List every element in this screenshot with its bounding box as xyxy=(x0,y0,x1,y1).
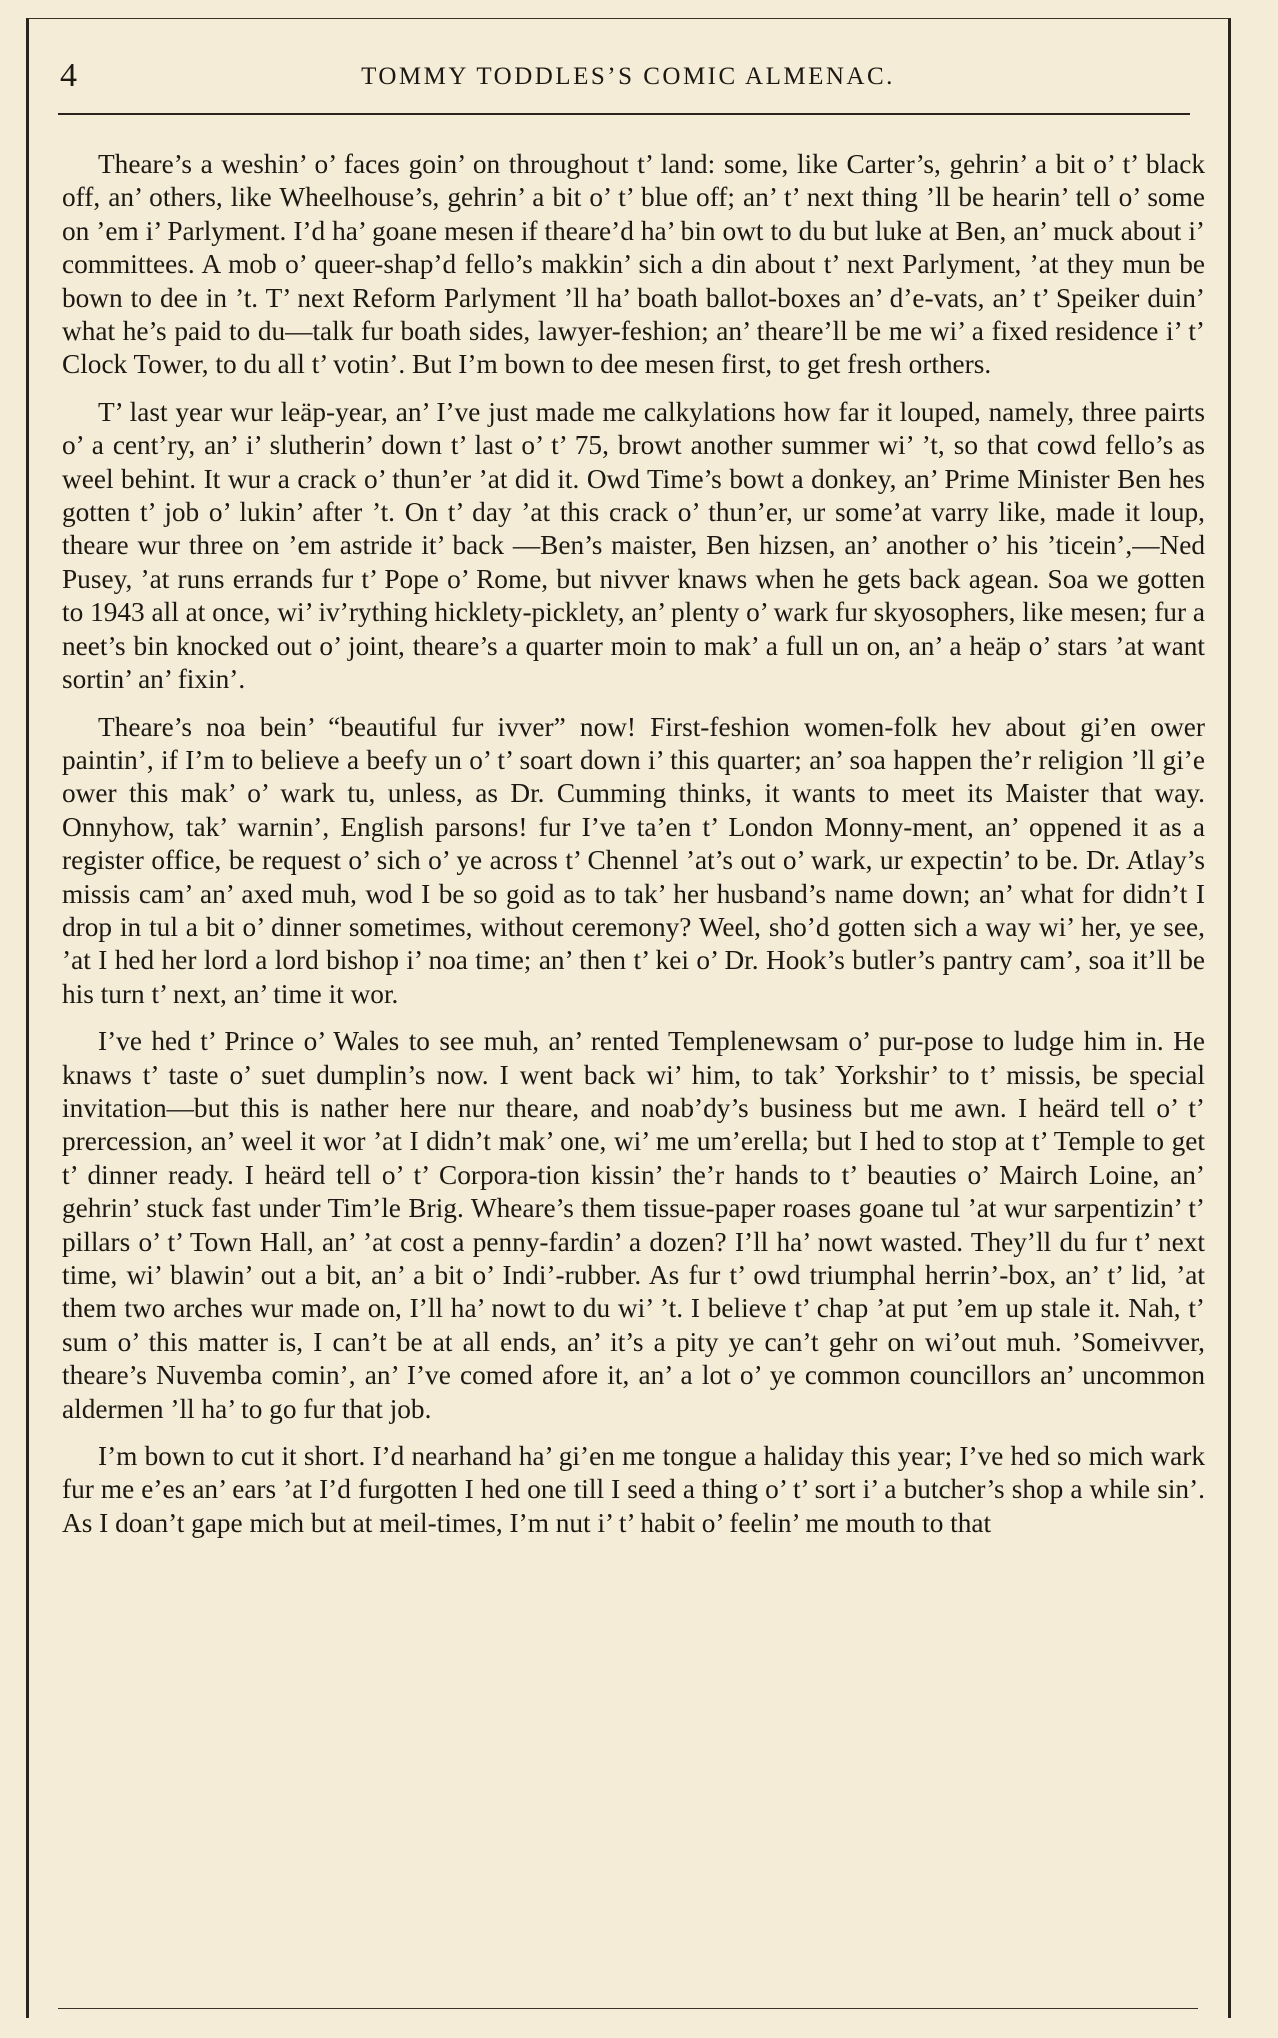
paragraph-3: Theare’s noa bein’ “beautiful fur ivver” now! First-feshion women-folk hev about gi’en ower paintin’, if I’m to believe a beefy un o’ t’ soart down i’ this quarter; an’ soa happen the’r religion ’ll gi’e ower this mak’ o’ wark tu, unless, as Dr. Cumming thinks, it wants to meet its Maister that way. Onnyhow, tak’ warnin’, English parsons! fur I’ve ta’en t’ London Monny-ment, an’ oppened it as a register office, be request o’ sich o’ ye across t’ Chennel ’at’s out o’ wark, ur expectin’ to be. Dr. Atlay’s missis cam’ an’ axed muh, wod I be so goid as to tak’ her husband’s name down; an’ what for didn’t I drop in tul a bit o’ dinner sometimes, without ceremony? Weel, sho’d gotten sich a way wi’ her, ye see, ’at I hed her lord a lord bishop i’ noa time; an’ then t’ kei o’ Dr. Hook’s butler’s pantry cam’, soa it’ll be his turn t’ next, an’ time it wor. xyxy=(62,711,1205,1009)
paragraph-1: Theare’s a weshin’ o’ faces goin’ on throughout t’ land: some, like Carter’s, gehrin’ a bit o’ t’ black off, an’ others, like Wheelhouse’s, gehrin’ a bit o’ t’ blue off; an’ t’ next thing ’ll be hearin’ tell o’ some on ’em i’ Parlyment. I’d ha’ goane mesen if theare’d ha’ bin owt to du but luke at Ben, an’ muck about i’ committees. A mob o’ queer-shap’d fello’s makkin’ sich a din about t’ next Parlyment, ’at they mun be bown to dee in ’t. T’ next Reform Parlyment ’ll ha’ boath ballot-boxes an’ d’e-vats, an’ t’ Speiker duin’ what he’s paid to du—talk fur boath sides, lawyer-feshion; an’ theare’ll be me wi’ a fixed residence i’ t’ Clock Tower, to du all t’ votin’. But I’m bown to dee mesen first, to get fresh orthers. xyxy=(62,149,1205,380)
page-number: 4 xyxy=(60,57,77,94)
body-text xyxy=(62,148,1205,1554)
paragraph-4: I’ve hed t’ Prince o’ Wales to see muh, an’ rented Templenewsam o’ pur-pose to ludge him in. He knaws t’ taste o’ suet dumplin’s now. I went back wi’ him, to tak’ Yorkshir’ to t’ missis, be special invitation—but this is nather here nur theare, and noab’dy’s business but me awn. I heärd tell o’ t’ prercession, an’ weel it wor ’at I didn’t mak’ one, wi’ me um’erella; but I hed to stop at t’ Temple to get t’ dinner ready. I heärd tell o’ t’ Corpora-tion kissin’ the’r hands to t’ beauties o’ Mairch Loine, an’ gehrin’ stuck fast under Tim’le Brig. Wheare’s them tissue-paper roases goane tul ’at wur sarpentizin’ t’ pillars o’ t’ Town Hall, an’ ’at cost a penny-fardin’ a dozen? I’ll ha’ nowt wasted. They’ll du fur t’ next time, wi’ blawin’ out a bit, an’ a bit o’ Indi’-rubber. As fur t’ owd triumphal herrin’-box, an’ t’ lid, ’at them two arches wur made on, I’ll ha’ nowt to du wi’ ’t. I believe t’ chap ’at put ’em up stale it. Nah, t’ sum o’ this matter is, I can’t be at all ends, an’ it’s a pity ye can’t gehr on wi’out muh. ’Someivver, theare’s Nuvemba comin’, an’ I’ve comed afore it, an’ a lot o’ ye common councillors an’ uncommon aldermen ’ll ha’ to go fur that job. xyxy=(62,1026,1205,1424)
paragraph-2: T’ last year wur leäp-year, an’ I’ve just made me calkylations how far it louped, namely, three pairts o’ a cent’ry, an’ i’ slutherin’ down t’ last o’ t’ 75, browt another summer wi’ ’t, so that cowd fello’s as weel behint. It wur a crack o’ thun’er ’at did it. Owd Time’s bowt a donkey, an’ Prime Minister Ben hes gotten t’ job o’ lukin’ after ’t. On t’ day ’at this crack o’ thun’er, ur some’at varry like, made it loup, theare wur three on ’em astride it’ back —Ben’s maister, Ben hizsen, an’ another o’ his ’ticein’,—Ned Pusey, ’at runs errands fur t’ Pope o’ Rome, but nivver knaws when he gets back agean. Soa we gotten to 1943 all at once, wi’ iv’rything hicklety-picklety, an’ plenty o’ wark fur skyosophers, like mesen; fur a neet’s bin knocked out o’ joint, theare’s a quarter moin to mak’ a full un on, an’ a heäp o’ stars ’at want sortin’ an’ fixin’. xyxy=(62,396,1205,695)
page-header xyxy=(58,56,1198,106)
paragraph-5: I’m bown to cut it short. I’d nearhand ha’ gi’en me tongue a haliday this year; I’ve hed so mich wark fur me e’es an’ ears ’at I’d furgotten I hed one till I seed a thing o’ t’ sort i’ a butcher’s shop a while sin’. As I doan’t gape mich but at meil-times, I’m nut i’ t’ habit o’ feelin’ me mouth to that xyxy=(62,1441,1205,1538)
running-title: TOMMY TODDLES’S COMIC ALMENAC. xyxy=(361,63,895,90)
header-rule xyxy=(58,113,1190,115)
bottom-rule xyxy=(58,2008,1198,2009)
